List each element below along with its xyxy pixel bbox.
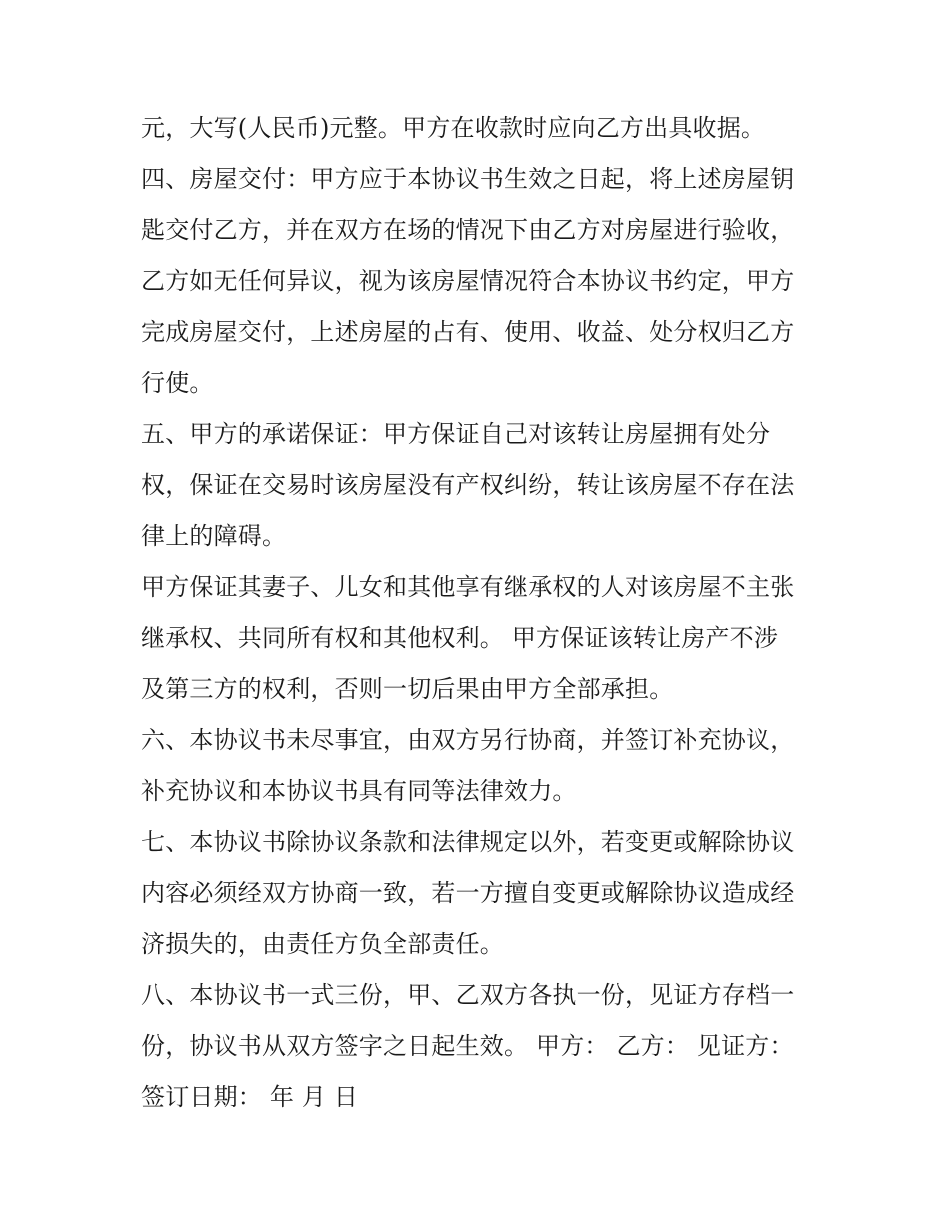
text-line: 行使。 xyxy=(141,369,214,397)
text-line: 律上的障碍。 xyxy=(141,522,287,550)
text-line: 七、本协议书除协议条款和法律规定以外，若变更或解除协议 xyxy=(141,828,795,856)
document-body xyxy=(141,103,821,1123)
text-line: 完成房屋交付，上述房屋的占有、使用、收益、处分权归乙方 xyxy=(141,318,795,346)
text-line: 八、本协议书一式三份，甲、乙双方各执一份，见证方存档一 xyxy=(141,981,795,1009)
text-line: 补充协议和本协议书具有同等法律效力。 xyxy=(141,777,577,805)
text-line: 甲方保证其妻子、儿女和其他享有继承权的人对该房屋不主张 xyxy=(141,573,795,601)
text-line: 五、甲方的承诺保证：甲方保证自己对该转让房屋拥有处分 xyxy=(141,420,771,448)
text-line: 元，大写(人民币)元整。甲方在收款时应向乙方出具收据。 xyxy=(141,114,766,142)
text-line: 权，保证在交易时该房屋没有产权纠纷，转让该房屋不存在法 xyxy=(141,471,795,499)
text-line: 签订日期： 年 月 日 xyxy=(141,1083,359,1111)
text-line: 济损失的，由责任方负全部责任。 xyxy=(141,930,504,958)
text-line: 四、房屋交付：甲方应于本协议书生效之日起，将上述房屋钥 xyxy=(141,165,795,193)
text-line: 内容必须经双方协商一致，若一方擅自变更或解除协议造成经 xyxy=(141,879,795,907)
text-line: 及第三方的权利，否则一切后果由甲方全部承担。 xyxy=(141,675,674,703)
text-line: 六、本协议书未尽事宜，由双方另行协商，并签订补充协议， xyxy=(141,726,795,754)
text-line: 乙方如无任何异议，视为该房屋情况符合本协议书约定，甲方 xyxy=(141,267,795,295)
text-line: 匙交付乙方，并在双方在场的情况下由乙方对房屋进行验收， xyxy=(141,216,795,244)
text-line: 份，协议书从双方签字之日起生效。 甲方： 乙方： 见证方： xyxy=(141,1032,794,1060)
text-line: 继承权、共同所有权和其他权利。 甲方保证该转让房产不涉 xyxy=(141,624,779,652)
